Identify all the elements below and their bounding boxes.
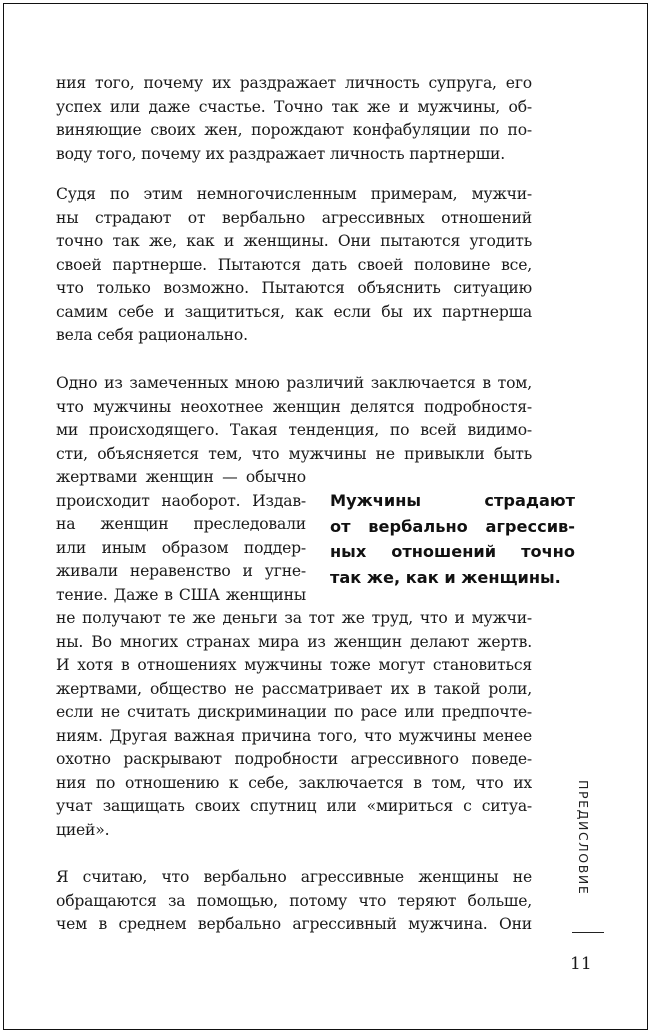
page-number: 11 [570,954,592,974]
text-line: или иным образом поддер- [56,538,306,557]
text-line: ния по отношению к себе, заключается в том, что их [56,773,532,792]
text-line: ниям. Другая важная причина того, что мужчины менее [56,726,532,745]
text-line: самим себе и защититься, как если бы их партнерша [56,302,532,321]
text-line: Я считаю, что вербально агрессивные женщины не [56,868,532,886]
paragraph-3 [56,372,532,466]
text-line: чем в среднем вербально агрессивный мужчина. Они [56,915,532,933]
text-line: происходит наоборот. Издав- [56,491,306,510]
text-line: что мужчины неохотнее женщин делятся подробностя- [56,397,532,416]
text-line: ния того, почему их раздражает личность супруга, его [56,74,532,92]
text-line: живали неравенство и угне- [56,562,306,580]
text-line: вела себя рационально. [56,326,248,344]
text-line: не получают те же деньги за тот же труд, что и мужчи- [56,609,532,627]
text-line: виняющие своих жен, порождают конфабуляции по по- [56,121,532,139]
paragraph-1 [56,72,532,166]
text-line: на женщин преследовали [56,515,306,533]
pull-quote-line: от вербально агрессив- [330,516,575,536]
text-line: жертвами, общество не рассматривает их в такой роли, [56,679,532,698]
pull-quote-line: Мужчины страдают [330,491,575,510]
text-line: учат защищать своих спутниц или «мириться с ситуа- [56,797,532,815]
text-line: ны. Во многих странах мира из женщин делают жертв. [56,632,532,651]
text-line: тение. Даже в США женщины [56,585,306,604]
text-line: воду того, почему их раздражает личность партнерши. [56,144,505,163]
paragraph-3-tail [56,607,532,842]
text-line: успех или даже счастье. Точно так же и мужчины, об- [56,97,532,116]
text-line: что только возможно. Пытаются объяснить ситуацию [56,279,532,297]
text-line: ны страдают от вербально агрессивных отношений [56,208,532,227]
pull-quote-line: так же, как и женщины. [330,567,561,587]
text-line: Одно из замеченных мною различий заключается в том, [56,374,532,392]
text-line: сти, объясняется тем, что мужчины не привыкли быть [56,444,532,463]
paragraph-2 [56,183,532,348]
side-rule [572,932,604,933]
text-line: обращаются за помощью, потому что теряют больше, [56,891,532,910]
text-line: охотно раскрывают подробности агрессивного поведе- [56,750,532,768]
paragraph-4 [56,866,532,937]
text-line: жертвами женщин — обычно [56,468,306,486]
text-line: цией». [56,820,110,839]
pull-quote [330,488,575,590]
section-side-label: ПРЕДИСЛОВИЕ [576,780,591,896]
text-line: если не считать дискриминации по расе или предпочте- [56,703,532,721]
text-line: точно так же, как и женщины. Они пытаются угодить [56,232,532,250]
text-line: своей партнерше. Пытаются дать своей половине все, [56,255,532,274]
text-line: И хотя в отношениях мужчины тоже могут становиться [56,656,532,674]
text-line: ми происходящего. Такая тенденция, по всей видимо- [56,421,532,439]
text-line: Судя по этим немногочисленным примерам, мужчи- [56,185,532,203]
pull-quote-line: ных отношений точно [330,542,575,561]
